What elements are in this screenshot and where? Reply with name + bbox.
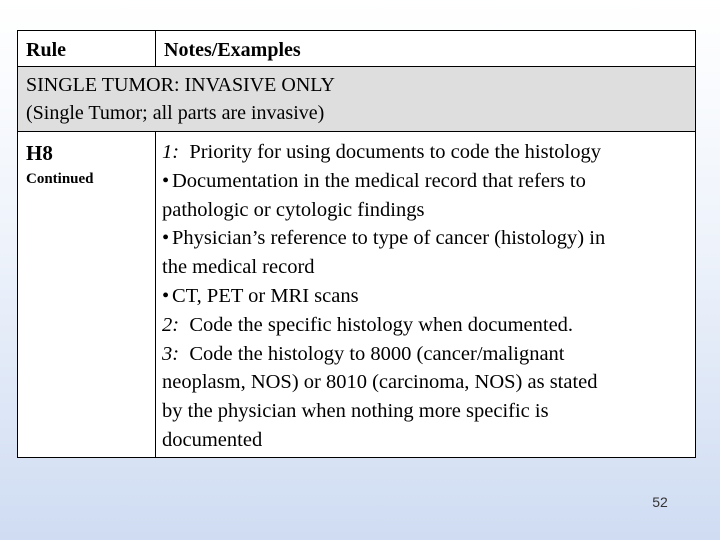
note-item-3-line-2: neoplasm, NOS) or 8010 (carcinoma, NOS) as stated [162,371,598,394]
section-title: SINGLE TUMOR: INVASIVE ONLY [26,74,335,96]
page-number: 52 [652,494,668,510]
notes-cell [156,132,695,457]
note-item-1-number: 1: [162,141,180,163]
bullet-2 [162,224,689,253]
bullet-icon: • [162,169,170,192]
header-notes: Notes/Examples [164,39,301,61]
table-header-row [18,31,695,67]
bullet-2-line-2: the medical record [162,256,315,279]
note-item-3-line-3: by the physician when nothing more specific is [162,400,549,423]
bullet-2-line-1: Physician’s reference to type of cancer (histology) in [172,227,606,250]
note-item-2 [162,311,689,340]
rule-id: H8 [26,141,53,165]
rule-continued: Continued [26,171,94,187]
bullet-icon: • [162,284,170,307]
rule-row [18,132,695,457]
note-item-2-number: 2: [162,313,180,336]
note-item-1 [162,138,689,167]
note-item-2-text: Code the specific histology when documented. [189,313,574,336]
note-item-3 [162,340,689,369]
note-item-3-line-4: documented [162,428,263,451]
bullet-1 [162,167,689,196]
note-item-3-line-1: Code the histology to 8000 (cancer/malignant [189,342,565,365]
section-heading-row [18,67,695,132]
bullet-3-text: CT, PET or MRI scans [172,284,359,307]
rules-table [17,30,696,458]
bullet-1-line-1: Documentation in the medical record that refers to [172,169,586,192]
bullet-1-line-2: pathologic or cytologic findings [162,198,425,221]
bullet-icon: • [162,227,170,250]
note-item-1-text: Priority for using documents to code the histology [189,141,601,163]
note-item-3-number: 3: [162,342,180,365]
bullet-3 [162,282,689,311]
section-subtitle: (Single Tumor; all parts are invasive) [26,102,325,124]
rule-cell [18,132,156,457]
header-rule: Rule [18,31,156,66]
